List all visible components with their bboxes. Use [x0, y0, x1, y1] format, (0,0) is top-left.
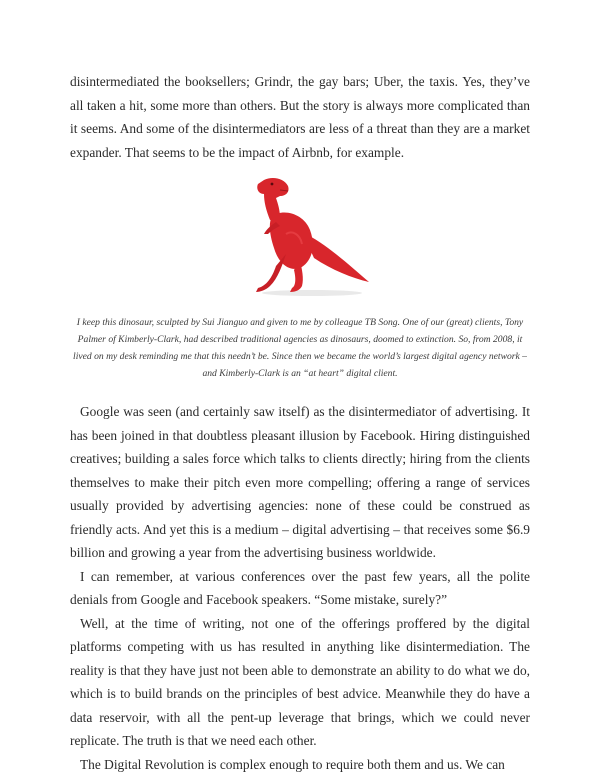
paragraph-intro: disintermediated the booksellers; Grindr, the gay bars; Uber, the taxis. Yes, they’ve all taken a hit, some more than others. But the story is always more complicated than it seems. And some of the disintermediators are less of a threat than they are a market expander. That seems to be the impact of Airbnb, for example. [70, 74, 530, 160]
dinosaur-figure [70, 174, 530, 302]
red-dinosaur-sculpture [242, 174, 372, 298]
page-content [70, 70, 530, 776]
paragraph-revolution: The Digital Revolution is complex enough to require both them and us. We can [80, 756, 505, 772]
paragraph-conferences: I can remember, at various conferences over the past few years, all the polite denials from Google and Facebook speakers. “Some mistake, surely?” [70, 568, 530, 607]
paragraph-writing: Well, at the time of writing, not one of the offerings proffered by the digital platforms competing with us has resulted in anything like disintermediation. The reality is that they have just not been able to demonstrate an ability to do what we do, which is to build brands on the principles of best advice. Meanwhile they do have a data reservoir, with all the pent-up leverage that brings, which we could never replicate. The truth is that we need each other. [70, 615, 530, 748]
figure-caption: I keep this dinosaur, sculpted by Sui Jianguo and given to me by colleague TB Song. One of our (great) clients, Tony Palmer of Kimberly-Clark, had described traditional agencies as dinosaurs, doomed to extinction. So, from 2008, it lived on my desk reminding me that this needn’t be. Since then we became the world’s largest digital agency network – and Kimberly-Clark is an “at heart” digital client. [73, 317, 527, 379]
paragraph-google: Google was seen (and certainly saw itself) as the disintermediator of advertising. It has been joined in that doubtless pleasant illusion by Facebook. Hiring distinguished creatives; building a sales force which talks to clients directly; hiring from the clients themselves to make their pitch even more compelling; offering a range of services usually provided by advertising agencies: none of these could be construed as friendly acts. And yet this is a medium – digital advertising – that receives some $6.9 billion and growing a year from the advertising business worldwide. [70, 404, 530, 560]
